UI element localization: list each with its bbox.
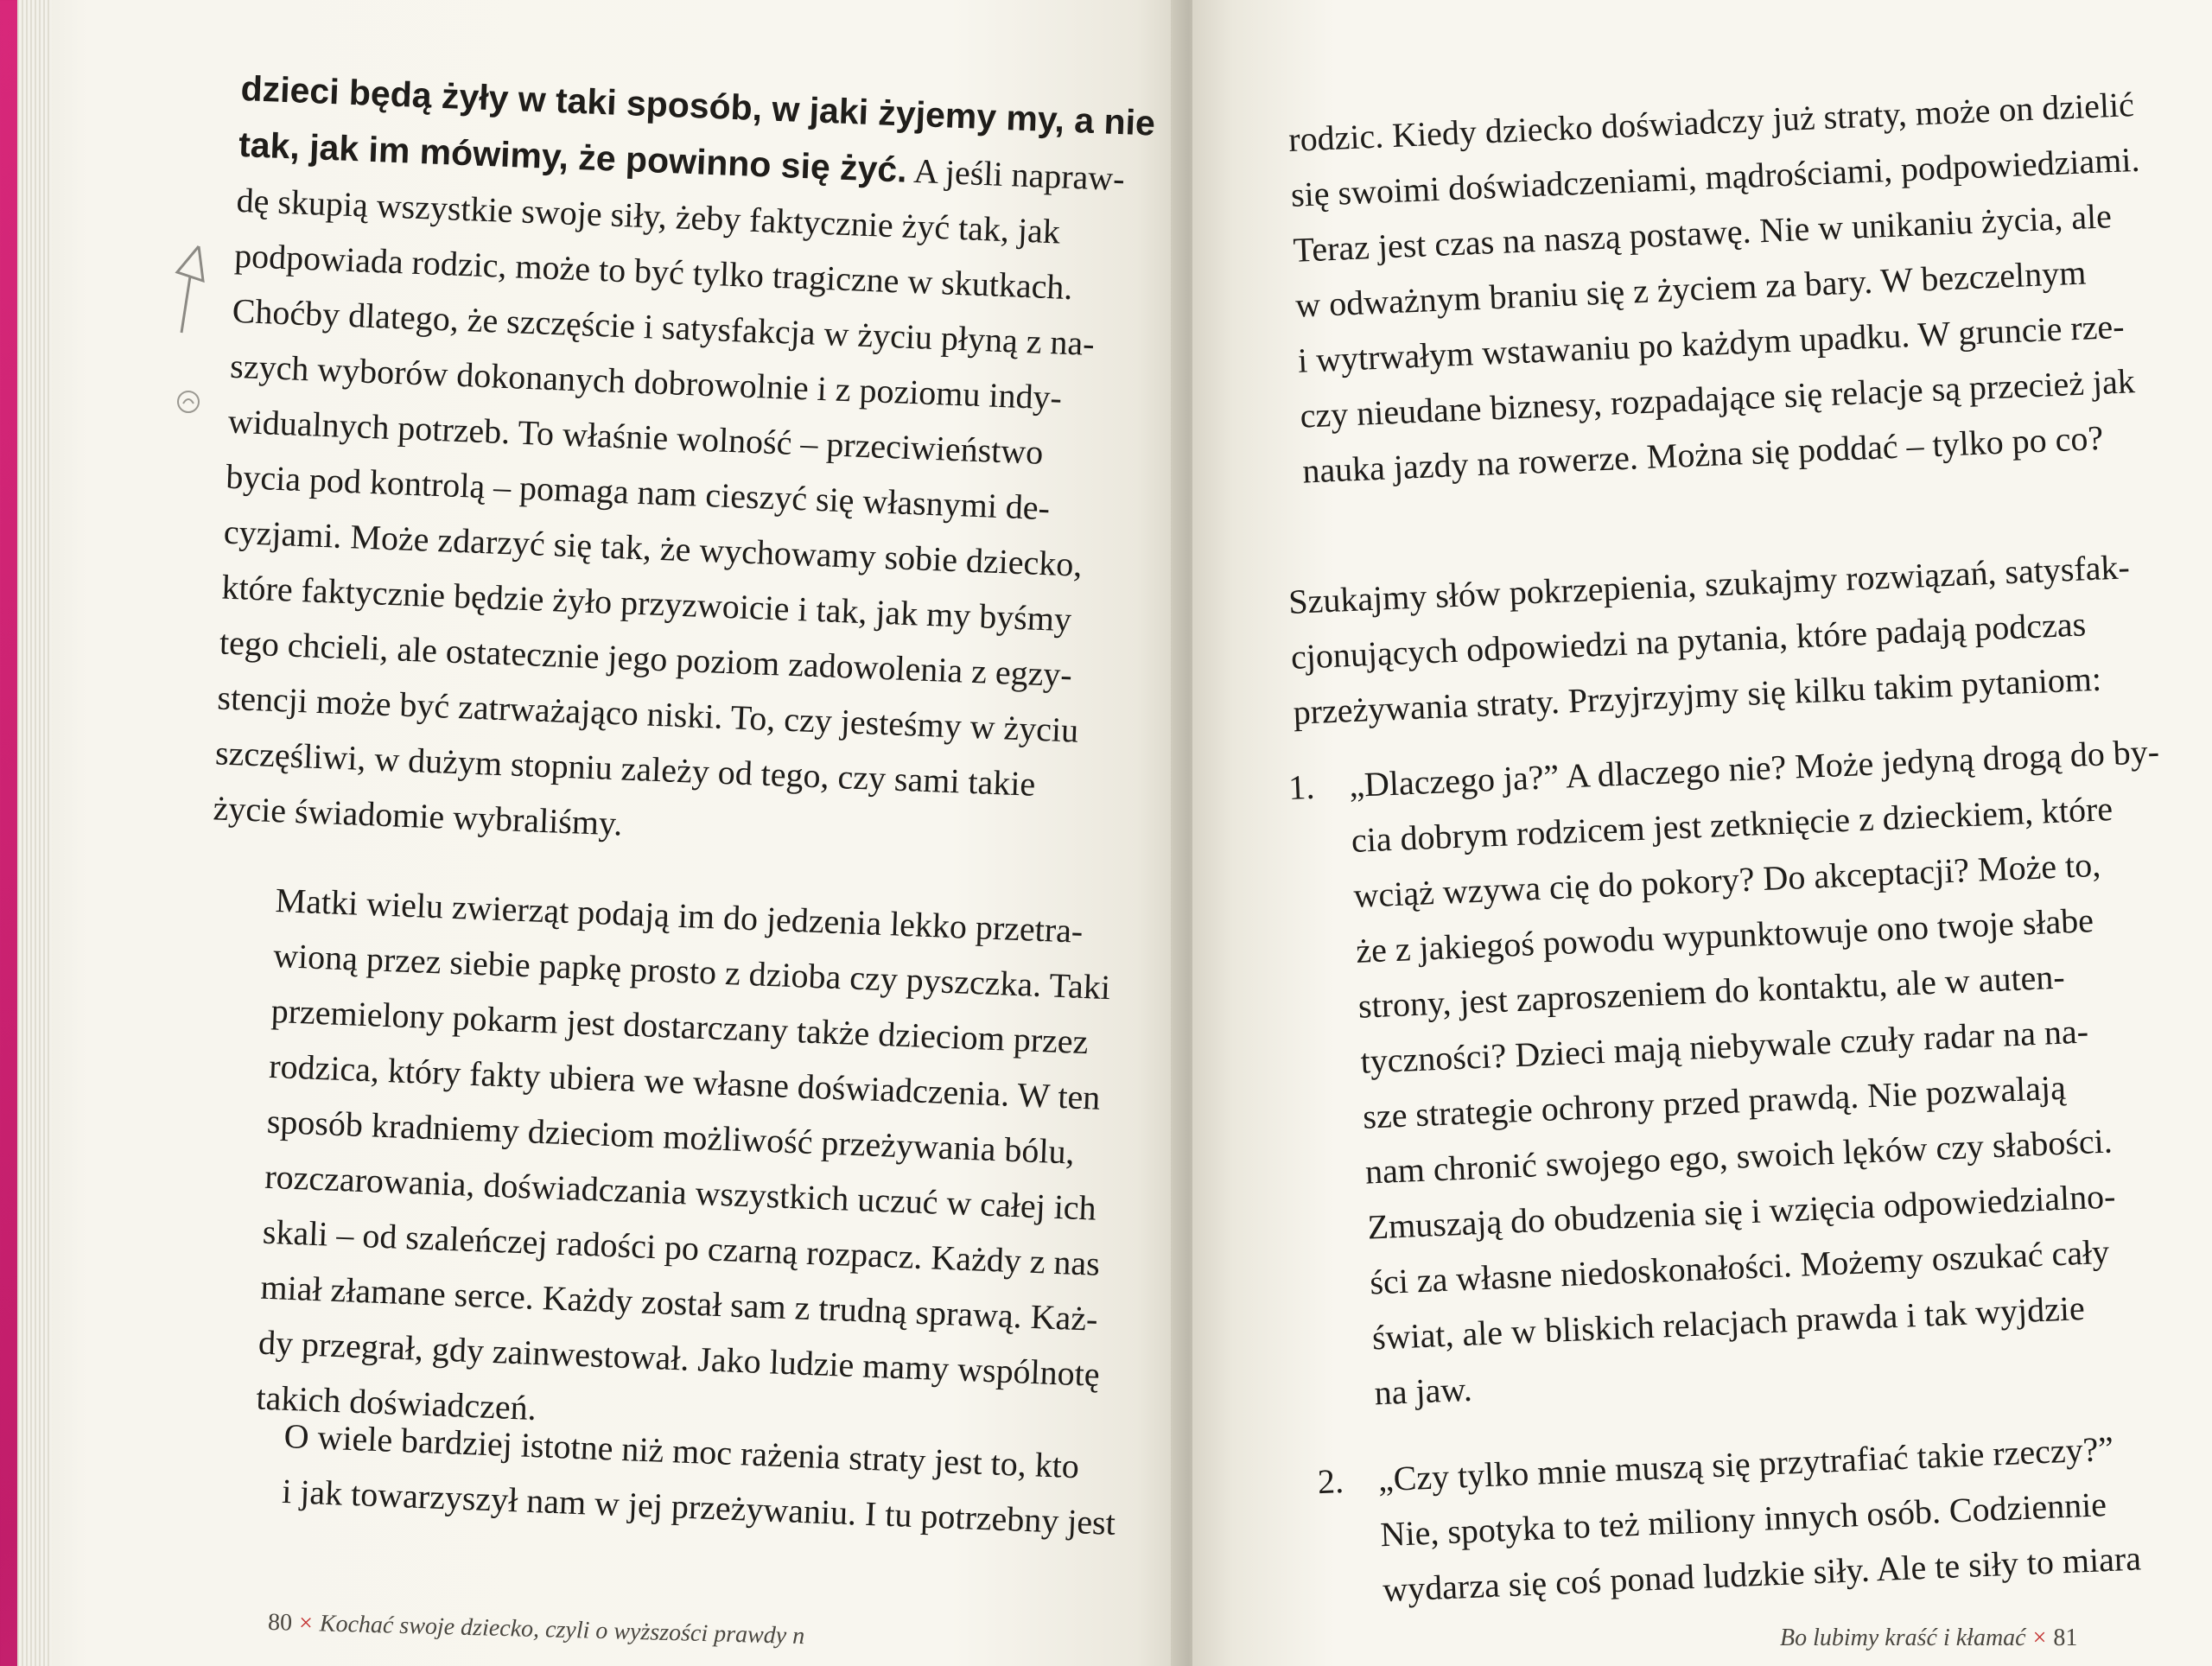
list-text: „Dlaczego ja?” A dlaczego nie? Może jedyną drogą do by- cia dobrym rodzicem jest zetknięcie z dzieckiem, które wciąż wzywa cię do pokory? Do akceptacji? Może to, że z jakiegoś powodu wypunktowuje ono twoje słabe strony, jest zaproszeniem do kontaktu, ale w auten- tyczności? Dzieci mają niebywale czuły radar na na- sze strategie ochrony przed prawdą. Nie pozwalają nam chronić swojego ego, swoich lęków czy słabości. Zmuszają do obudzenia się i wzięcia odpowiedzialno- ści za własne niedoskonałości. Możemy oszukać cały świat, ale w bliskich relacjach prawda i tak wyjdzie na jaw. <box>1348 731 2160 1413</box>
list-text: „Czy tylko mnie muszą się przytrafiać takie rzeczy?” Nie, spotyka to też miliony innych osób. Codziennie wydarza się coś ponad ludzkie siły. Ale te siły to miara <box>1376 1428 2142 1610</box>
pencil-margin-mark-icon <box>164 238 216 341</box>
right-page <box>1192 0 2212 1666</box>
paragraph-text: A jeśli napraw- dę skupią wszystkie swoje siły, żeby faktycznie żyć tak, jak podpowiada rodzic, może to być tylko tragiczne w skutkach. Choćby dlatego, że szczęście i satysfakcja w życiu płyną z na- szych wyborów dokonanych dobrowolnie i z poziomu indy- widualnych potrzeb. To właśnie wolność – przeciwieństwo bycia pod kontrolą – pomaga nam cieszyć się własnymi de- cyzjami. Może zdarzyć się tak, że wychowamy sobie dziecko, które faktycznie będzie żyło przyzwoicie i tak, jak my byśmy tego chcieli, ale ostatecznie jego poziom zadowolenia z egzy- stencji może być zatrważająco niski. To, czy jesteśmy w życiu szczęśliwi, w dużym stopniu zależy od tego, czy sami takie życie świadomie wybraliśmy. <box>212 150 1126 843</box>
left-paragraph-3: O wiele bardziej istotne niż moc rażenia straty jest to, kto i jak towarzyszył nam w jej przeżywaniu. I tu potrzebny jest <box>281 1415 1116 1542</box>
right-paragraph-2: Szukajmy słów pokrzepienia, szukajmy rozwiązań, satysfak- cjonujących odpowiedzi na pytania, które padają podczas przeżywania straty. Przyjrzyjmy się kilku takim pytaniom: <box>1287 547 2131 732</box>
list-item <box>1287 722 2212 1424</box>
right-footer <box>1780 1625 2077 1652</box>
footer-separator: × <box>2032 1625 2047 1651</box>
right-paragraph-1: rodzic. Kiedy dziecko doświadczy już straty, może on dzielić się swoimi doświadczeniami, mądrościami, podpowiedziami. Teraz jest czas na naszą postawę. Nie w unikaniu życia, ale w odważnym braniu się z życiem za bary. W bezczelnym i wytrwałym wstawaniu po każdym upadku. W gruncie rze- czy nieudane biznesy, rozpadające się relacje są przecież jak nauka jazdy na rowerze. Można się poddać – tylko po co? <box>1287 84 2141 491</box>
pencil-scribble-icon <box>171 385 206 419</box>
running-title: Kochać swoje dziecko, czyli o wyższości prawdy n <box>319 1610 805 1650</box>
page-number: 81 <box>2053 1625 2078 1651</box>
list-number: 2. <box>1317 1461 1344 1502</box>
left-footer <box>268 1609 805 1650</box>
list-number: 1. <box>1287 766 1316 807</box>
left-paragraph-1 <box>213 60 1158 871</box>
numbered-list <box>1287 722 2212 1651</box>
page-number: 80 <box>267 1608 293 1637</box>
running-title: Bo lubimy kraść i kłamać <box>1780 1625 2026 1651</box>
left-paragraph-2: Matki wielu zwierząt podają im do jedzenia lekko przetra- wioną przez siebie papkę prosto z dzioba czy pyszczka. Taki przemielony pokarm jest dostarczany także dzieciom przez rodzica, który fakty ubiera we własne doświadczenia. W ten sposób kradniemy dzieciom możliwość przeżywania bólu, rozczarowania, doświadczania wszystkich uczuć w całej ich skali – od szaleńczej radości po czarną rozpacz. Każdy z nas miał złamane serce. Każdy został sam z trudną sprawą. Każ- dy przegrał, gdy zainwestował. Jako ludzie mamy wspólnotę takich doświadczeń. <box>255 880 1111 1428</box>
left-page <box>17 0 1184 1666</box>
footer-separator: × <box>298 1609 314 1637</box>
open-book <box>17 0 2212 1666</box>
bold-lead-text: dzieci będą żyły w taki sposób, w jaki żyjemy my, a nie tak, jak im mówimy, że powinno się żyć. <box>238 67 1156 190</box>
list-item <box>1317 1416 2212 1620</box>
